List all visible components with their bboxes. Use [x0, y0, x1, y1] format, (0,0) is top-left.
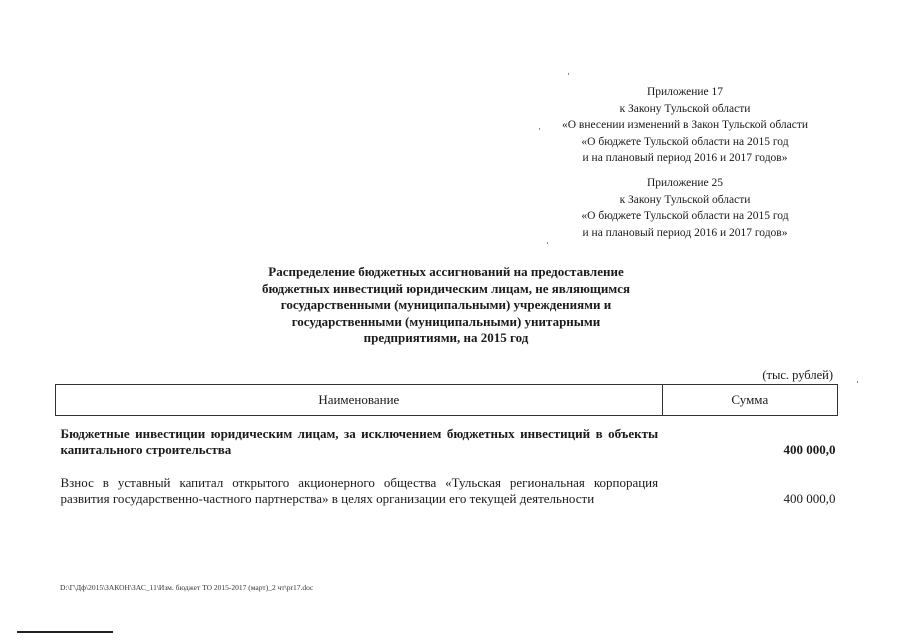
row-sum: 400 000,0: [783, 441, 836, 457]
title-line: государственными (муниципальными) учреждениями и: [280, 297, 612, 312]
document-title: [196, 264, 696, 347]
title-line: бюджетных инвестиций юридическим лицам, не являющимся: [261, 280, 631, 296]
appendix-25-block: [520, 175, 850, 241]
title-line: государственными (муниципальными) унитарными: [291, 313, 601, 329]
appendix-17-line: к Закону Тульской области: [619, 102, 751, 115]
appendix-17-line: Приложение 17: [646, 86, 724, 98]
footer-file-path: D:\Г\Дф\2015\ЗАКОН\ЗАС_11\Изм. бюджет ТО 2015-2017 (март)_2 чт\pr17.doc: [60, 583, 314, 592]
appendix-25-line: «О бюджете Тульской области на 2015 год: [581, 210, 789, 222]
appendix-17-line: «О внесении изменений в Закон Тульской области: [561, 119, 809, 131]
budget-table: [55, 384, 838, 506]
scan-speck: [547, 242, 548, 244]
scan-speck: [857, 381, 858, 383]
appendix-17-line: «О бюджете Тульской области на 2015 год: [581, 135, 789, 148]
scan-speck: [539, 128, 540, 130]
table-row: [56, 457, 838, 506]
title-line: Распределение бюджетных ассигнований на предоставление: [268, 264, 624, 279]
row-name: Бюджетные инвестиции юридическим лицам, за исключением бюджетных инвестиций в объекты капитального строительства: [60, 426, 659, 457]
appendix-25-line: к Закону Тульской области: [619, 193, 751, 206]
appendix-25-line: Приложение 25: [646, 177, 724, 189]
header-name: Наименование: [56, 385, 663, 416]
row-sum: 400 000,0: [783, 490, 836, 506]
footer-rule: [17, 631, 113, 633]
header-sum: Сумма: [662, 385, 837, 416]
row-name: Взнос в уставный капитал открытого акционерного общества «Тульская региональная корпорация развития государственно-частного партнерства» в целях организации его текущей деятельности: [60, 475, 659, 506]
units-label: (тыс. рублей): [762, 368, 833, 382]
appendix-17-line: и на плановый период 2016 и 2017 годов»: [582, 152, 788, 164]
title-line: предприятиями, на 2015 год: [363, 330, 529, 345]
table-header-row: [56, 385, 838, 416]
appendix-17-block: [520, 84, 850, 167]
appendix-25-line: и на плановый период 2016 и 2017 годов»: [582, 226, 788, 239]
scan-speck: [568, 73, 569, 75]
table-row: [56, 416, 838, 458]
